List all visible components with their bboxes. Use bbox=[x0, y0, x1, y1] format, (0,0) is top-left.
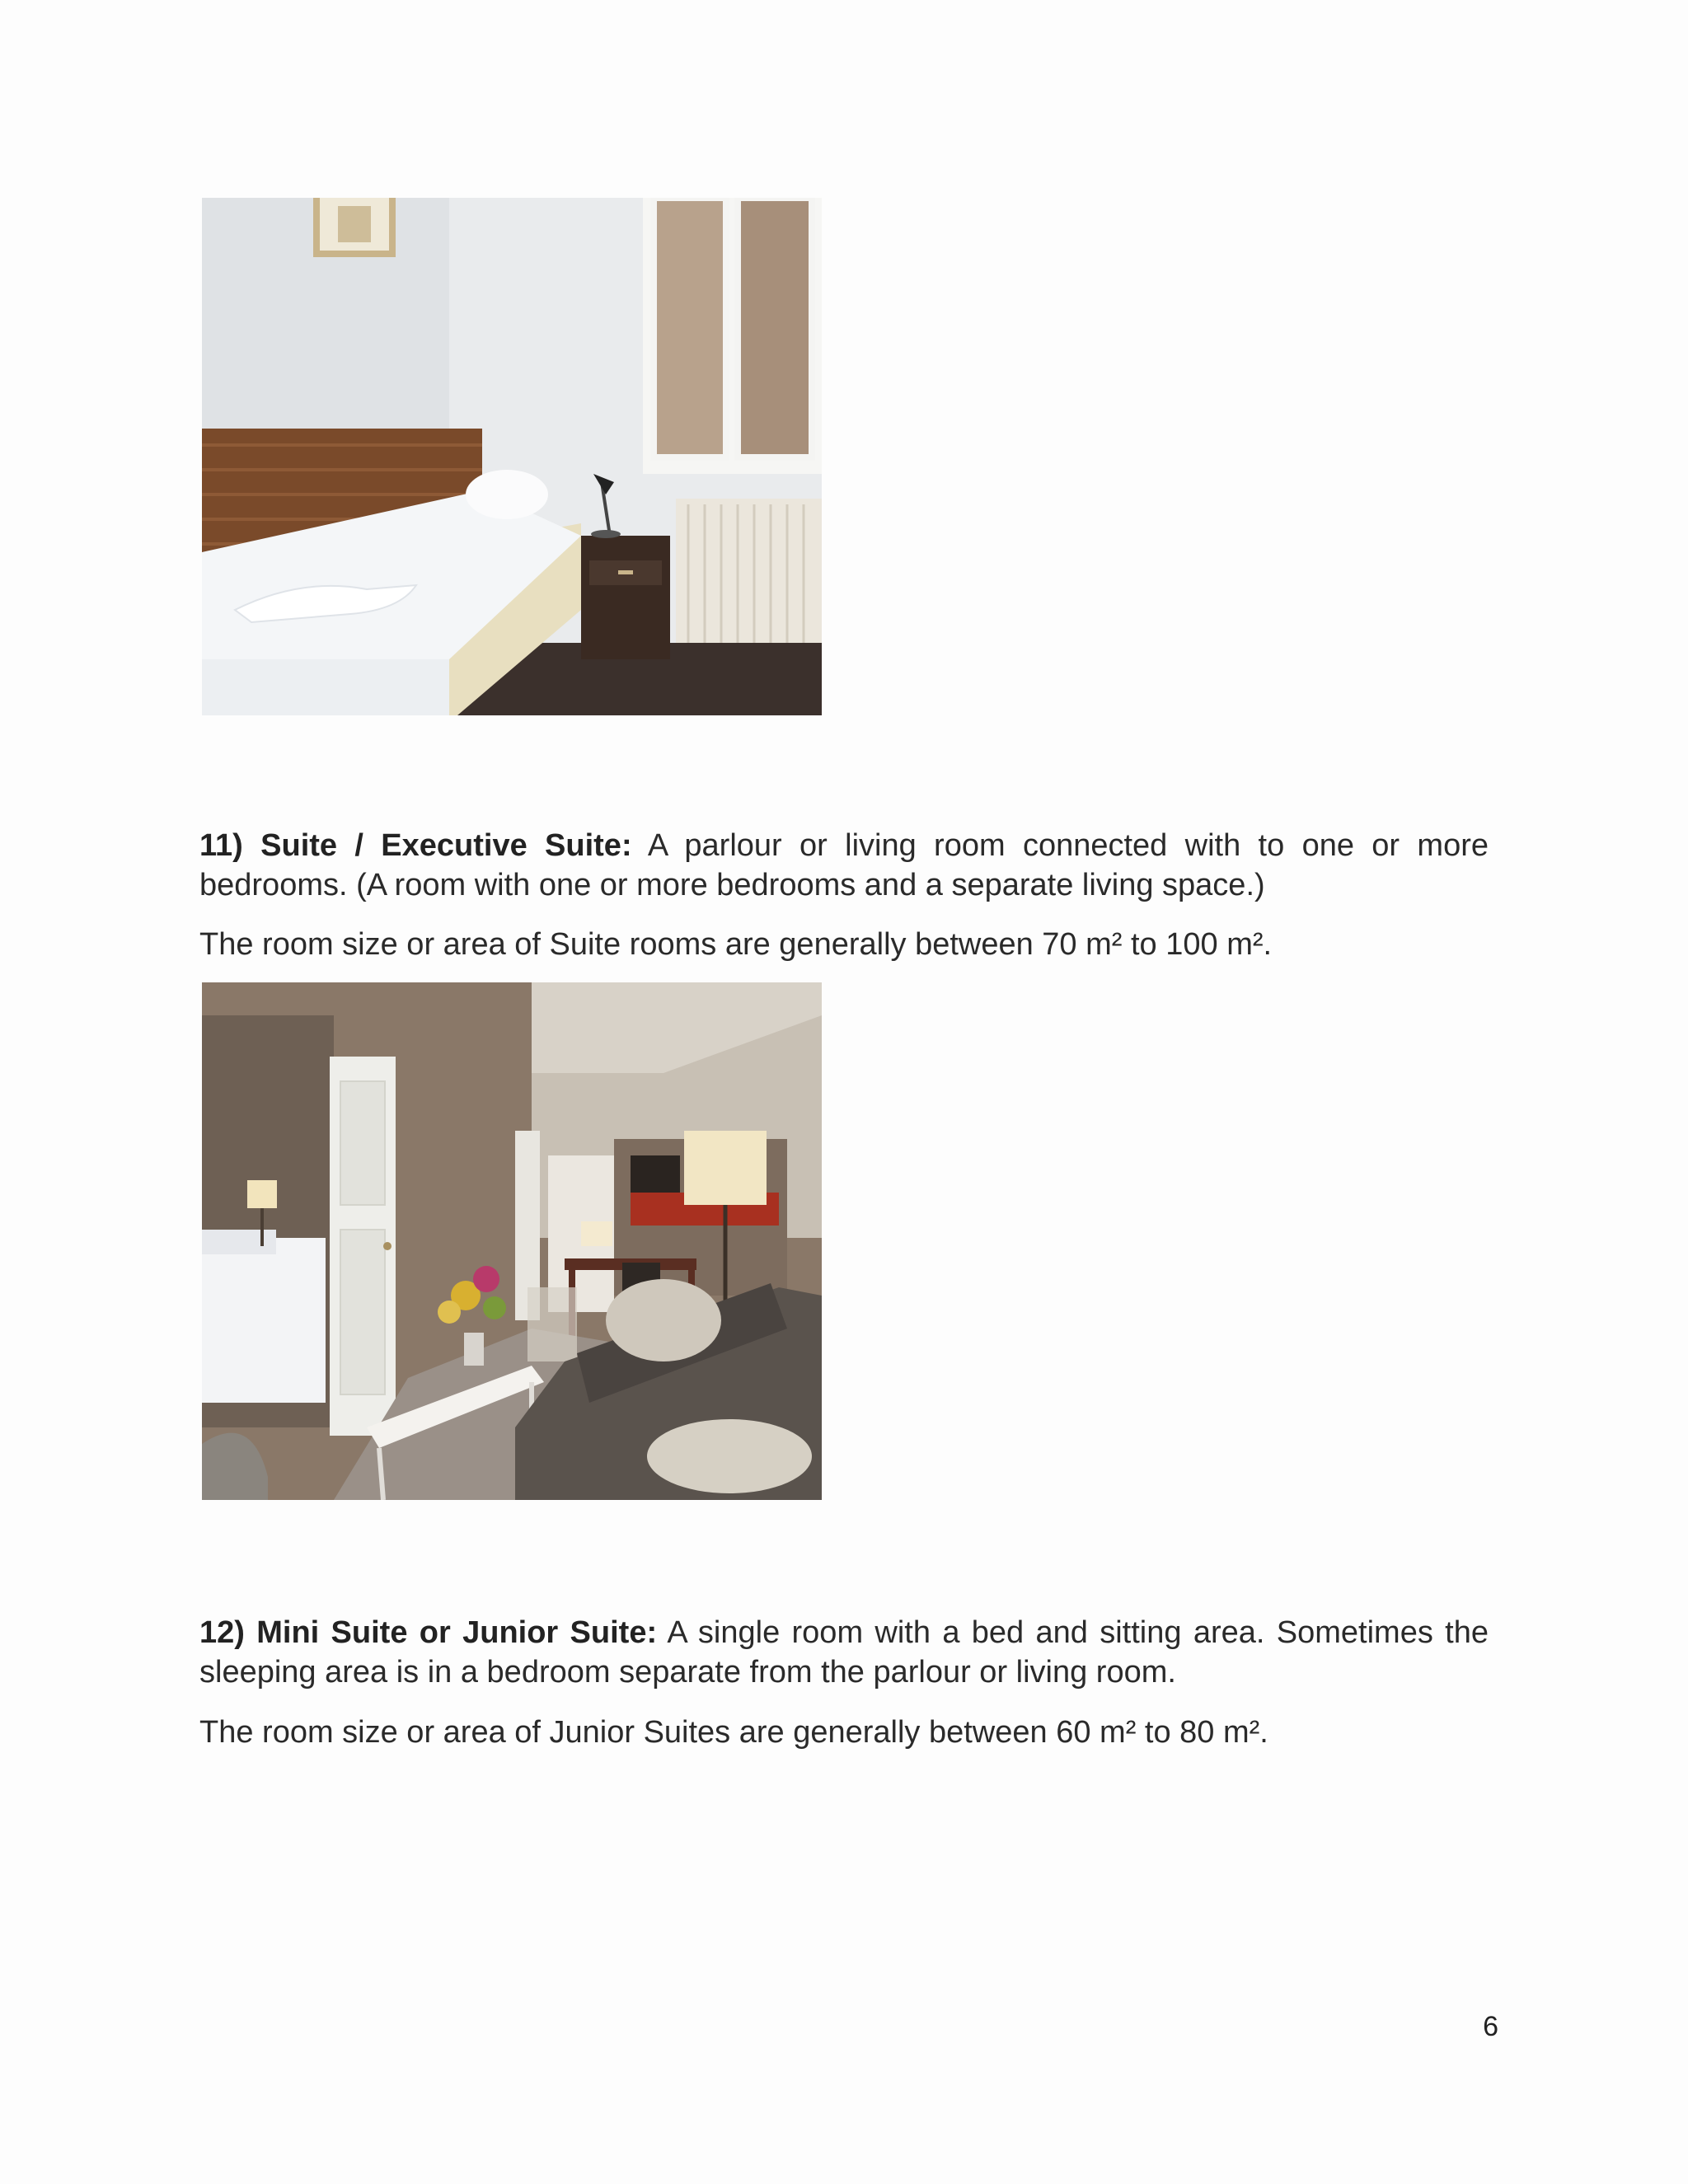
suite-heading: 11) Suite / Executive Suite: bbox=[199, 828, 632, 863]
page-number: 6 bbox=[1483, 2011, 1498, 2042]
junior-suite-heading: 12) Mini Suite or Junior Suite: bbox=[199, 1615, 658, 1650]
junior-suite-size-text: The room size or area of Junior Suites are generally between 60 m² to 80 m². bbox=[199, 1715, 1268, 1750]
hotel-single-room-photo-icon bbox=[202, 198, 822, 715]
junior-suite-definition bbox=[199, 1613, 1489, 1692]
junior-suite-definition-text: A single room with a bed and sitting area. Sometimes the sleeping area is in a bedroom separate from the parlour or living room. bbox=[199, 1615, 1489, 1690]
hotel-suite-photo-icon bbox=[202, 982, 822, 1500]
single-room-photo bbox=[202, 198, 822, 715]
suite-definition bbox=[199, 826, 1489, 905]
suite-size-text: The room size or area of Suite rooms are generally between 70 m² to 100 m². bbox=[199, 927, 1273, 962]
suite-photo bbox=[202, 982, 822, 1500]
suite-definition-text: A parlour or living room connected with to one or more bedrooms. (A room with one or more bedrooms and a separate living space.) bbox=[199, 828, 1489, 902]
